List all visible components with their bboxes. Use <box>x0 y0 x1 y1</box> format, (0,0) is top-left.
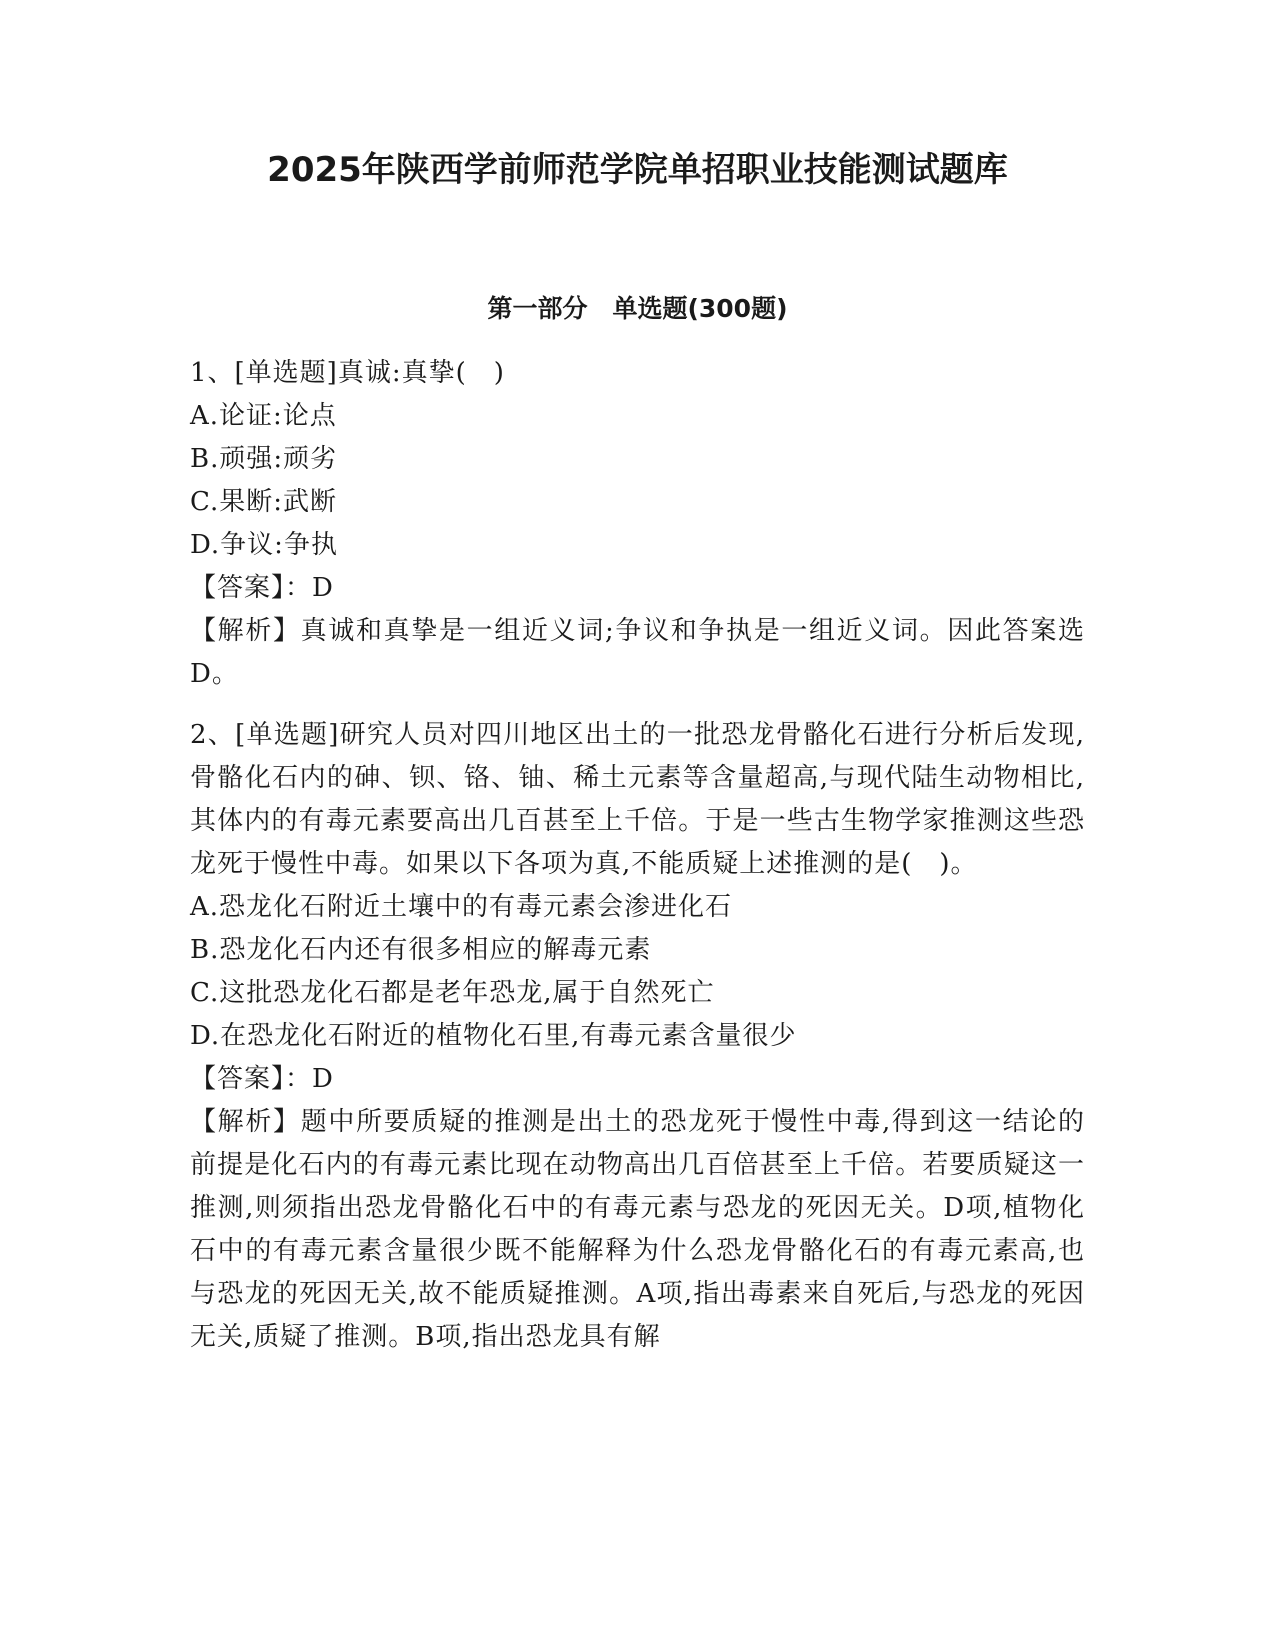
option-d: D.在恐龙化石附近的植物化石里,有毒元素含量很少 <box>190 1021 797 1051</box>
option-c: C.果断:武断 <box>190 487 337 517</box>
option-a: A.恐龙化石附近土壤中的有毒元素会渗进化石 <box>190 892 733 922</box>
question-stem: 1、[单选题]真诚:真挚( ) <box>190 358 505 388</box>
section-title: 第一部分 单选题(300题) <box>487 294 788 323</box>
option-b: B.恐龙化石内还有很多相应的解毒元素 <box>190 935 652 965</box>
option-d: D.争议:争执 <box>190 530 338 560</box>
option-a: A.论证:论点 <box>190 401 337 431</box>
question-2 <box>190 714 1085 1359</box>
question-1 <box>190 352 1085 696</box>
option-c: C.这批恐龙化石都是老年恐龙,属于自然死亡 <box>190 978 715 1008</box>
analysis-text: 【解析】真诚和真挚是一组近义词;争议和争执是一组近义词。因此答案选D。 <box>190 616 1085 689</box>
answer-line: 【答案】：D <box>190 1064 334 1094</box>
analysis-text: 【解析】题中所要质疑的推测是出土的恐龙死于慢性中毒,得到这一结论的前提是化石内的有毒元素比现在动物高出几百倍甚至上千倍。若要质疑这一推测,则须指出恐龙骨骼化石中的有毒元素与恐龙的死因无关。D项,植物化石中的有毒元素含量很少既不能解释为什么恐龙骨骼化石的有毒元素高,也与恐龙的死因无关,故不能质疑推测。A项,指出毒素来自死后,与恐龙的死因无关,质疑了推测。B项,指出恐龙具有解 <box>190 1107 1085 1352</box>
question-stem: 2、[单选题]研究人员对四川地区出土的一批恐龙骨骼化石进行分析后发现,骨骼化石内的砷、钡、铬、铀、稀土元素等含量超高,与现代陆生动物相比,其体内的有毒元素要高出几百甚至上千倍。于是一些古生物学家推测这些恐龙死于慢性中毒。如果以下各项为真,不能质疑上述推测的是( )。 <box>190 720 1085 879</box>
answer-line: 【答案】：D <box>190 573 334 603</box>
option-b: B.顽强:顽劣 <box>190 444 338 474</box>
document-title: 2025年陕西学前师范学院单招职业技能测试题库 <box>267 150 1008 190</box>
question-list <box>190 352 1085 1377</box>
